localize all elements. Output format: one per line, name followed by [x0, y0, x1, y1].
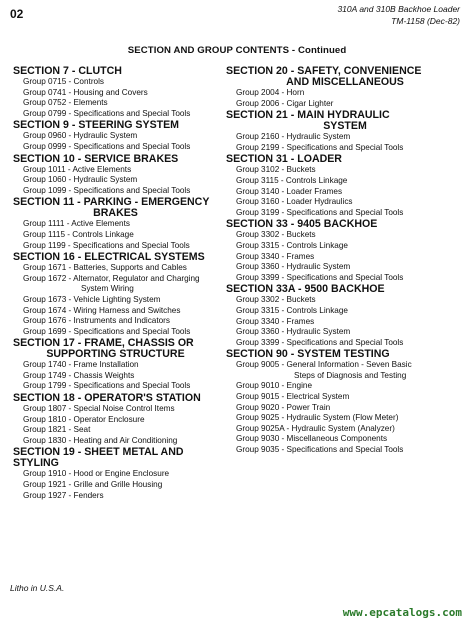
group-entry [13, 425, 218, 436]
group-entry [13, 415, 218, 426]
right-column [226, 66, 464, 457]
group-entry [226, 360, 464, 381]
group-entry [226, 338, 464, 349]
litho-footer: Litho in U.S.A. [10, 583, 65, 593]
group-entry [13, 469, 218, 480]
section-heading [226, 110, 464, 132]
group-entry [13, 274, 218, 295]
group-entry-continuation: Steps of Diagnosis and Testing [294, 370, 407, 380]
group-entry-text: Group 1674 - Wiring Harness and Switches [23, 305, 181, 315]
group-entry-text: Group 1807 - Special Noise Control Items [23, 404, 175, 414]
section-block [13, 154, 218, 197]
group-entry [13, 142, 218, 153]
group-entry [226, 424, 464, 435]
group-entry [226, 132, 464, 143]
group-entry-text: Group 2006 - Cigar Lighter [236, 98, 334, 108]
machine-title: 310A and 310B Backhoe Loader [337, 4, 460, 14]
group-entry-text: Group 9010 - Engine [236, 381, 313, 391]
group-entry [13, 241, 218, 252]
group-entry [226, 197, 464, 208]
group-entry [226, 392, 464, 403]
group-entry-text: Group 9025A - Hydraulic System (Analyzer) [236, 423, 395, 433]
section-heading [13, 393, 218, 404]
section-block [13, 252, 218, 337]
section-heading-text: SECTION 20 - SAFETY, CONVENIENCE [226, 65, 422, 77]
group-entry-text: Group 1673 - Vehicle Lighting System [23, 294, 161, 304]
section-heading [13, 66, 218, 77]
group-entry [226, 143, 464, 154]
group-entry-text: Group 3340 - Frames [236, 251, 315, 261]
group-entry-text: Group 9025 - Hydraulic System (Flow Meter) [236, 413, 399, 423]
group-entry [13, 109, 218, 120]
group-entry-text: Group 3360 - Hydraulic System [236, 262, 351, 272]
group-entry [226, 230, 464, 241]
section-heading-text: SECTION 19 - SHEET METAL AND STYLING [13, 446, 184, 470]
section-heading [226, 349, 464, 360]
section-heading [226, 154, 464, 165]
section-block [13, 338, 218, 392]
group-entry-text: Group 1927 - Fenders [23, 490, 104, 500]
section-block [226, 219, 464, 283]
group-entry-text: Group 1011 - Active Elements [23, 164, 132, 174]
group-entry-text: Group 2160 - Hydraulic System [236, 132, 351, 142]
section-heading [13, 338, 218, 360]
section-heading-continuation: SYSTEM [323, 120, 367, 133]
group-entry [226, 403, 464, 414]
group-entry-text: Group 0999 - Specifications and Special Tools [23, 141, 191, 151]
group-entry [226, 99, 464, 110]
section-heading-text: SECTION 21 - MAIN HYDRAULIC [226, 109, 390, 122]
group-entry-text: Group 1821 - Seat [23, 425, 91, 435]
group-entry-text: Group 1810 - Operator Enclosure [23, 414, 145, 424]
section-heading [226, 66, 464, 88]
section-block [226, 66, 464, 109]
section-heading-text: SECTION 7 - CLUTCH [13, 65, 122, 77]
group-entry-text: Group 1099 - Specifications and Special Tools [23, 185, 191, 195]
section-block [13, 393, 218, 446]
group-entry [226, 327, 464, 338]
group-entry [226, 306, 464, 317]
group-entry-text: Group 0752 - Elements [23, 98, 108, 108]
section-heading [13, 447, 218, 469]
page-number: 02 [10, 7, 24, 21]
running-head [337, 3, 460, 27]
group-entry [13, 404, 218, 415]
group-entry-text: Group 3399 - Specifications and Special Tools [236, 272, 404, 282]
group-entry-text: Group 3102 - Buckets [236, 165, 316, 175]
group-entry [13, 360, 218, 371]
section-block [226, 284, 464, 348]
group-entry-text: Group 0715 - Controls [23, 77, 105, 86]
section-heading [226, 219, 464, 230]
section-heading-continuation: SUPPORTING STRUCTURE [46, 348, 185, 361]
group-entry-text: Group 3199 - Specifications and Special Tools [236, 207, 404, 217]
section-heading [226, 284, 464, 295]
group-entry [13, 436, 218, 447]
group-entry [13, 491, 218, 502]
group-entry [13, 306, 218, 317]
group-entry [226, 262, 464, 273]
group-entry [226, 208, 464, 219]
group-entry [226, 88, 464, 99]
group-entry-text: Group 3160 - Loader Hydraulics [236, 197, 353, 207]
section-heading-text: SECTION 31 - LOADER [226, 153, 342, 166]
section-heading-text: SECTION 18 - OPERATOR'S STATION [13, 392, 201, 405]
section-heading-text: SECTION 9 - STEERING SYSTEM [13, 119, 179, 132]
group-entry-text: Group 1740 - Frame Installation [23, 360, 139, 370]
section-heading-text: SECTION 11 - PARKING - EMERGENCY [13, 196, 210, 209]
section-block [13, 197, 218, 251]
section-block [226, 110, 464, 153]
group-entry-text: Group 1671 - Batteries, Supports and Cables [23, 263, 187, 273]
group-entry [13, 131, 218, 142]
group-entry-text: Group 1199 - Specifications and Special Tools [23, 240, 190, 250]
group-entry [226, 241, 464, 252]
group-entry [13, 263, 218, 274]
group-entry [13, 327, 218, 338]
group-entry-text: Group 1111 - Active Elements [23, 219, 130, 229]
manual-date: (Dec-82) [426, 16, 460, 26]
section-heading [13, 120, 218, 131]
group-entry [226, 413, 464, 424]
section-heading-text: SECTION 90 - SYSTEM TESTING [226, 348, 390, 361]
group-entry [13, 165, 218, 176]
page-title: SECTION AND GROUP CONTENTS - Continued [127, 45, 347, 56]
group-entry [13, 371, 218, 382]
group-entry-text: Group 2004 - Horn [236, 88, 305, 97]
group-entry [13, 316, 218, 327]
group-entry [13, 175, 218, 186]
group-entry-text: Group 9015 - Electrical System [236, 392, 350, 402]
group-entry-text: Group 9035 - Specifications and Special Tools [236, 445, 404, 455]
group-entry-text: Group 1830 - Heating and Air Conditioning [23, 435, 178, 445]
group-entry [226, 252, 464, 263]
group-entry [226, 176, 464, 187]
group-entry [13, 480, 218, 491]
group-entry-text: Group 3140 - Loader Frames [236, 186, 343, 196]
group-entry [13, 77, 218, 88]
section-block [13, 120, 218, 152]
section-heading-text: SECTION 10 - SERVICE BRAKES [13, 152, 179, 165]
group-entry-text: Group 1115 - Controls Linkage [23, 229, 134, 239]
group-entry [13, 186, 218, 197]
group-entry-text: Group 9005 - General Information - Seven Basic [236, 360, 412, 370]
group-entry [13, 98, 218, 109]
section-heading-text: SECTION 33A - 9500 BACKHOE [226, 283, 385, 296]
group-entry-text: Group 1799 - Specifications and Special Tools [23, 381, 191, 391]
group-entry [226, 317, 464, 328]
section-heading-text: SECTION 16 - ELECTRICAL SYSTEMS [13, 251, 205, 264]
group-entry-text: Group 2199 - Specifications and Special Tools [236, 142, 404, 152]
group-entry [226, 273, 464, 284]
group-entry [226, 434, 464, 445]
section-block [226, 154, 464, 218]
section-heading [13, 154, 218, 165]
group-entry-text: Group 3302 - Buckets [236, 295, 316, 305]
group-entry [13, 88, 218, 99]
section-heading-text: SECTION 17 - FRAME, CHASSIS OR [13, 337, 194, 350]
group-entry-text: Group 0799 - Specifications and Special Tools [23, 108, 191, 118]
group-entry-text: Group 1699 - Specifications and Special Tools [23, 326, 191, 336]
group-entry-text: Group 1921 - Grille and Grille Housing [23, 480, 163, 490]
section-heading-text: SECTION 33 - 9405 BACKHOE [226, 218, 378, 231]
group-entry-text: Group 1672 - Alternator, Regulator and Charging [23, 273, 200, 283]
section-block [13, 66, 218, 119]
group-entry-text: Group 1910 - Hood or Engine Enclosure [23, 469, 170, 479]
section-block [13, 447, 218, 501]
group-entry-text: Group 0960 - Hydraulic System [23, 131, 138, 141]
section-heading [13, 197, 218, 219]
manual-id [337, 15, 460, 27]
group-entry [13, 295, 218, 306]
group-entry [226, 445, 464, 456]
section-heading-continuation: BRAKES [93, 207, 138, 220]
group-entry [226, 165, 464, 176]
group-entry [226, 187, 464, 198]
manual-number: TM-1158 [391, 16, 425, 26]
group-entry-text: Group 3399 - Specifications and Special Tools [236, 337, 404, 347]
group-entry [13, 230, 218, 241]
section-block [226, 349, 464, 455]
group-entry-text: Group 1749 - Chassis Weights [23, 370, 135, 380]
group-entry [226, 381, 464, 392]
group-entry-continuation: System Wiring [81, 284, 134, 294]
group-entry-text: Group 9030 - Miscellaneous Components [236, 434, 388, 444]
group-entry-text: Group 3360 - Hydraulic System [236, 327, 351, 337]
group-entry [226, 295, 464, 306]
group-entry-text: Group 3340 - Frames [236, 316, 315, 326]
group-entry [13, 219, 218, 230]
section-heading-continuation: AND MISCELLANEOUS [286, 76, 404, 88]
section-heading [13, 252, 218, 263]
group-entry [13, 381, 218, 392]
group-entry-text: Group 9020 - Power Train [236, 402, 331, 412]
group-entry-text: Group 1676 - Instruments and Indicators [23, 316, 170, 326]
watermark: www.epcatalogs.com [342, 606, 462, 619]
group-entry-text: Group 3315 - Controls Linkage [236, 240, 348, 250]
group-entry-text: Group 3115 - Controls Linkage [236, 175, 348, 185]
left-column [13, 66, 218, 502]
group-entry-text: Group 3302 - Buckets [236, 230, 316, 240]
group-entry-text: Group 3315 - Controls Linkage [236, 305, 348, 315]
group-entry-text: Group 0741 - Housing and Covers [23, 87, 148, 97]
group-entry-text: Group 1060 - Hydraulic System [23, 175, 138, 185]
